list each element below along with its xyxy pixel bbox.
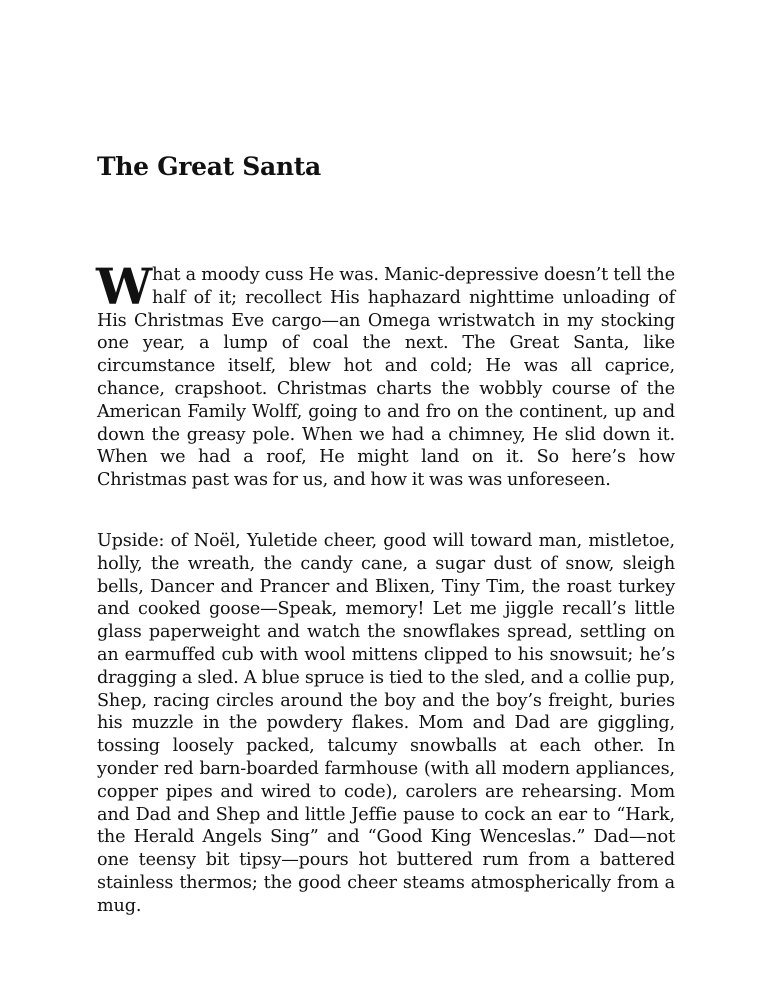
paragraph-1-text: hat a moody cuss He was. Manic-depressive doesn’t tell the half of it; recollect His haphazard nighttime unloading of His Christmas Eve cargo—an Omega wristwatch in my stocking one year, a lump of coal the next. The Great Santa, like circumstance itself, blew hot and cold; He was all caprice, chance, crapshoot. Christmas charts the wobbly course of the American Family Wolff, going to and fro on the continent, up and down the greasy pole. When we had a chimney, He slid down it. When we had a roof, He might land on it. So here’s how Christmas past was for us, and how it was was unforeseen. [97,265,675,491]
paragraph-2: Upside: of Noël, Yuletide cheer, good will toward man, mistletoe, holly, the wreath, the candy cane, a sugar dust of snow, sleigh bells, Dancer and Prancer and Blixen, Tiny Tim, the roast turkey and cooked goose—Speak, memory! Let me jiggle recall’s little glass paperweight and watch the snowflakes spread, settling on an earmuffed cub with wool mittens clipped to his snowsuit; he’s dragging a sled. A blue spruce is tied to the sled, and a collie pup, Shep, racing circles around the boy and the boy’s freight, buries his muzzle in the powdery flakes. Mom and Dad are giggling, tossing loosely packed, talcumy snowballs at each other. In yonder red barn-boarded farmhouse (with all modern appliances, copper pipes and wired to code), carolers are rehearsing. Mom and Dad and Shep and little Jeffie pause to cock an ear to “Hark, the Herald Angels Sing” and “Good King Wenceslas.” Dad—not one teensy bit tipsy—pours hot buttered rum from a battered stainless thermos; the good cheer steams atmospherically from a mug. [97,531,675,916]
drop-cap: W [96,257,153,316]
document-page [97,0,675,1000]
paragraph-1 [96,257,675,492]
chapter-title: The Great Santa [97,152,321,181]
